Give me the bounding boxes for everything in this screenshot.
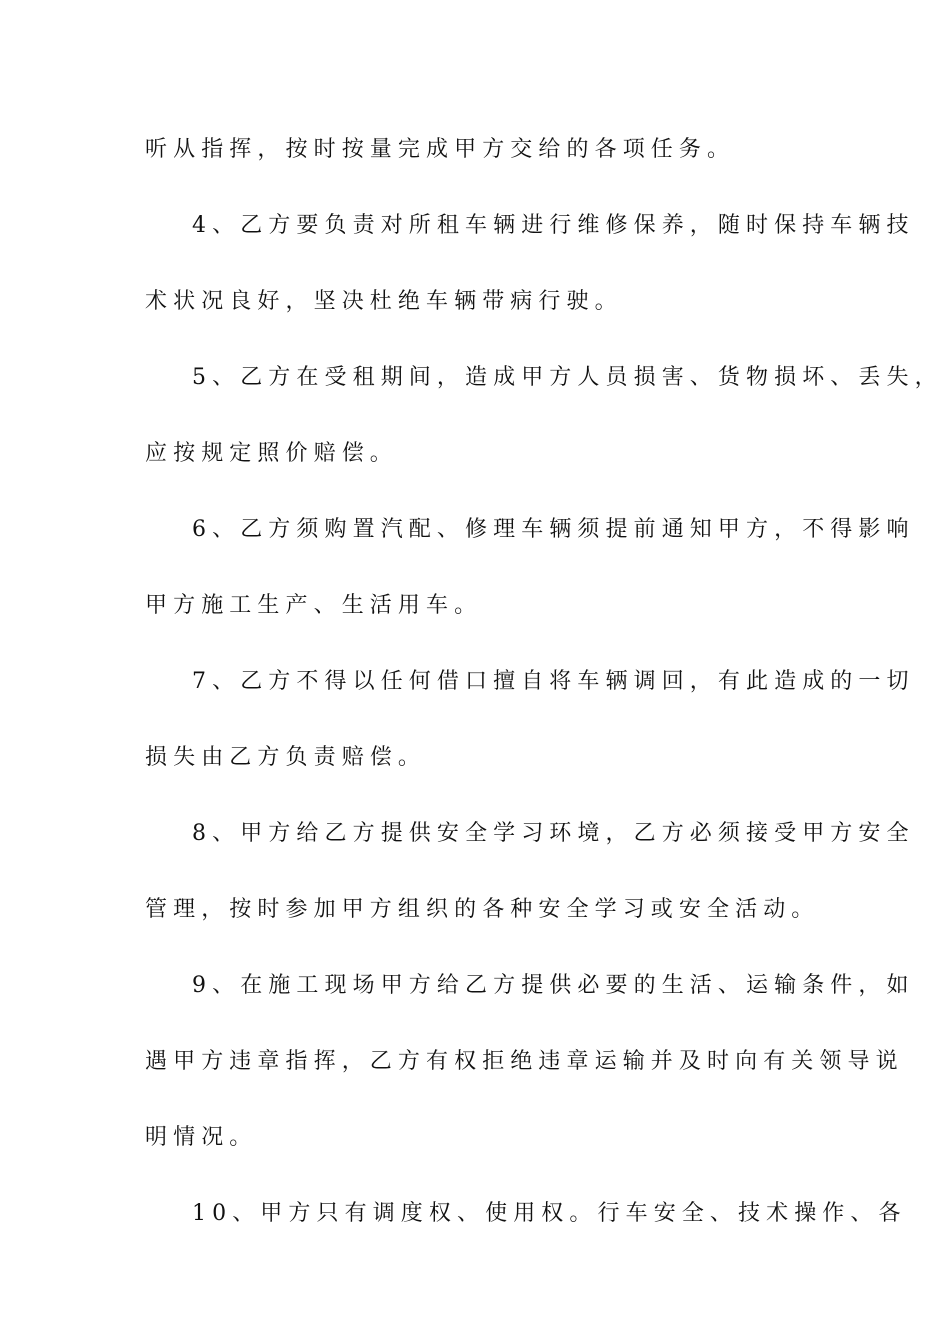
text-line: 甲方施工生产、生活用车。: [145, 593, 483, 618]
text-line: 9、在施工现场甲方给乙方提供必要的生活、运输条件，如: [192, 973, 915, 998]
text-line: 7、乙方不得以任何借口擅自将车辆调回，有此造成的一切: [192, 669, 915, 694]
text-line: 6、乙方须购置汽配、修理车辆须提前通知甲方，不得影响: [192, 517, 915, 542]
text-line: 损失由乙方负责赔偿。: [145, 745, 427, 770]
text-line: 10、甲方只有调度权、使用权。行车安全、技术操作、各: [192, 1201, 907, 1226]
text-line: 术状况良好，坚决杜绝车辆带病行驶。: [145, 289, 623, 314]
text-line: 8、甲方给乙方提供安全学习环境，乙方必须接受甲方安全: [192, 821, 915, 846]
text-line: 听从指挥，按时按量完成甲方交给的各项任务。: [145, 137, 736, 162]
text-line: 明情况。: [145, 1125, 258, 1150]
text-line: 5、乙方在受租期间，造成甲方人员损害、货物损坏、丢失，: [192, 365, 943, 390]
text-line: 4、乙方要负责对所租车辆进行维修保养，随时保持车辆技: [192, 213, 915, 238]
text-line: 应按规定照价赔偿。: [145, 441, 398, 466]
text-line: 管理，按时参加甲方组织的各种安全学习或安全活动。: [145, 897, 820, 922]
text-line: 遇甲方违章指挥，乙方有权拒绝违章运输并及时向有关领导说: [145, 1049, 904, 1074]
